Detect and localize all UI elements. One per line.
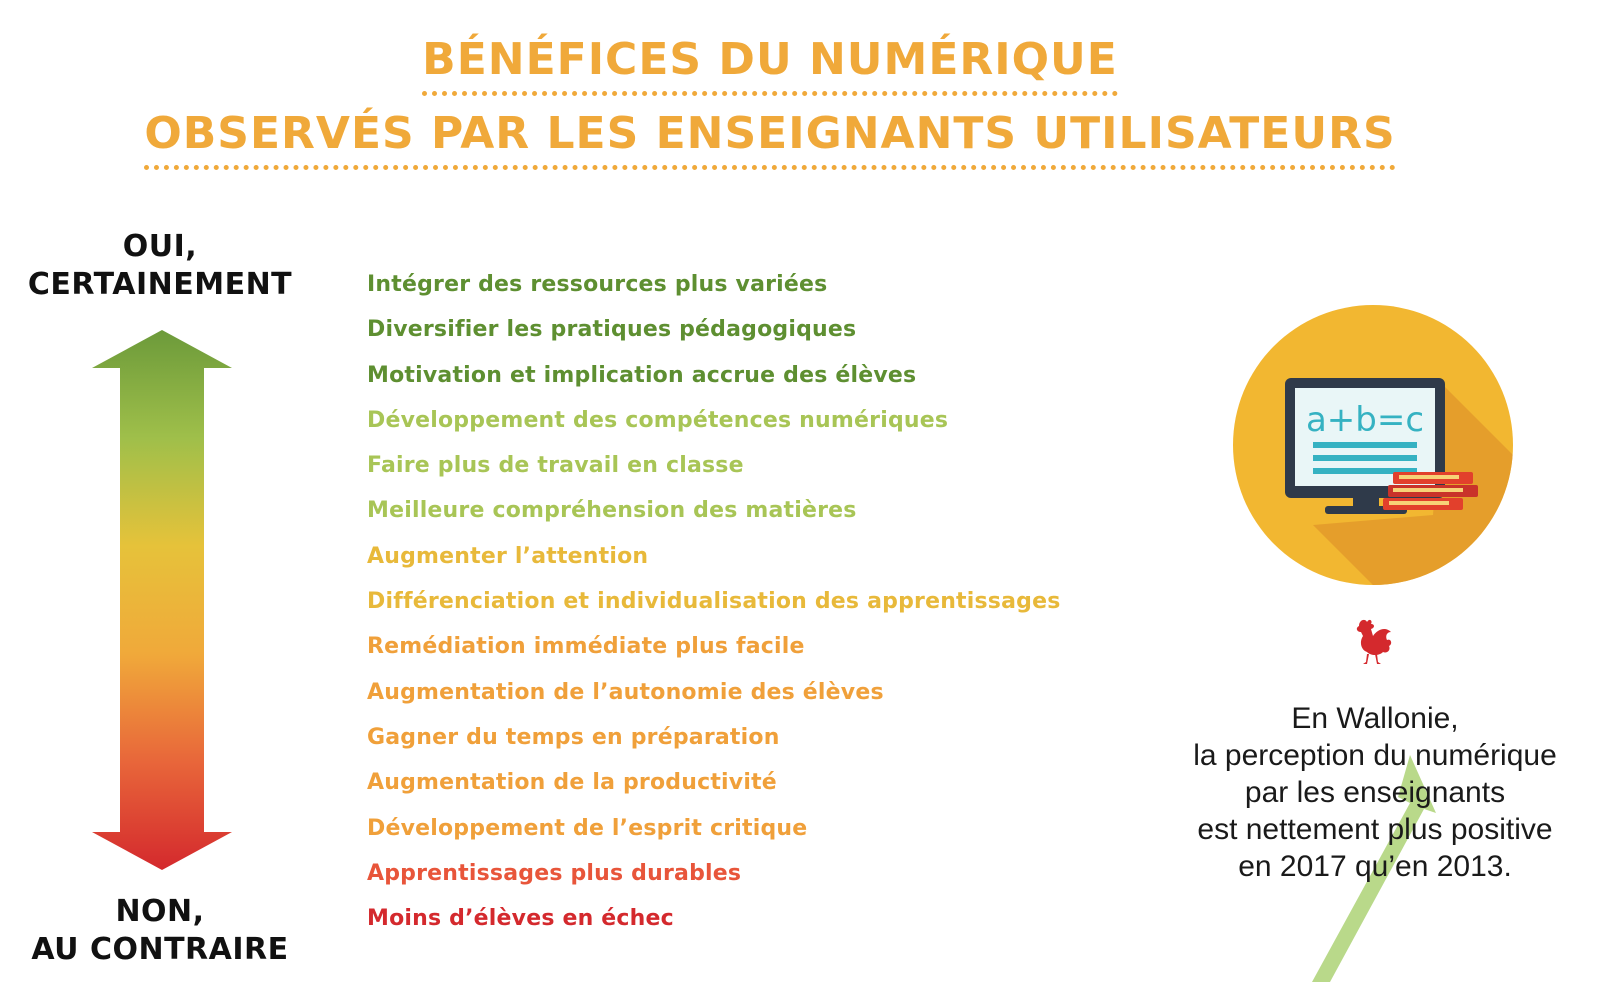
note-line-3: par les enseignants <box>1244 776 1506 809</box>
benefit-item: Augmentation de l’autonomie des élèves <box>367 679 884 705</box>
double-arrow-icon <box>92 330 232 870</box>
scale-bottom-label <box>0 893 320 969</box>
scale-top-line-2: CERTAINEMENT <box>27 267 293 302</box>
book-2-page <box>1393 488 1463 492</box>
benefit-item: Augmenter l’attention <box>367 543 649 569</box>
title-line-1: BÉNÉFICES DU NUMÉRIQUE <box>0 34 1540 96</box>
book-3-page <box>1389 501 1449 505</box>
screen-line-1 <box>1313 442 1417 448</box>
title-line-2: OBSERVÉS PAR LES ENSEIGNANTS UTILISATEURS <box>0 108 1540 170</box>
note-line-4: est nettement plus positive <box>1197 813 1553 846</box>
book-1-page <box>1399 475 1459 479</box>
benefit-item: Gagner du temps en préparation <box>367 724 780 750</box>
benefit-item: Développement des compétences numériques <box>367 407 949 433</box>
arrow-shape <box>92 330 232 870</box>
note-line-5: en 2017 qu’en 2013. <box>1238 850 1512 883</box>
benefit-item: Développement de l’esprit critique <box>367 815 808 841</box>
benefit-item: Intégrer des ressources plus variées <box>367 272 828 297</box>
screen-line-2 <box>1313 455 1417 461</box>
benefit-item: Différenciation et individualisation des apprentissages <box>367 589 1061 615</box>
note-line-1: En Wallonie, <box>1291 702 1459 735</box>
screen-formula: a+b=c <box>1305 400 1425 440</box>
scale-top-label <box>0 228 320 304</box>
scale-top-line-1: OUI, <box>122 229 198 264</box>
scale-bottom-line-2: AU CONTRAIRE <box>31 932 289 967</box>
note-line-2: la perception du numérique <box>1193 739 1557 772</box>
computer-monitor-icon <box>1233 305 1513 585</box>
benefit-item: Meilleure compréhension des matières <box>367 498 857 524</box>
benefit-item: Moins d’élèves en échec <box>367 906 674 932</box>
scale-bottom-line-1: NON, <box>115 894 205 929</box>
benefit-item: Augmentation de la productivité <box>367 770 777 796</box>
wallonie-note <box>1140 700 1610 885</box>
rooster-icon <box>1351 616 1395 666</box>
benefits-list <box>367 270 1061 949</box>
benefit-item: Faire plus de travail en classe <box>367 453 744 479</box>
benefit-item: Diversifier les pratiques pédagogiques <box>367 317 857 343</box>
benefit-item: Remédiation immédiate plus facile <box>367 634 805 660</box>
benefit-item: Apprentissages plus durables <box>367 860 742 886</box>
benefit-item: Motivation et implication accrue des élèves <box>367 362 917 388</box>
